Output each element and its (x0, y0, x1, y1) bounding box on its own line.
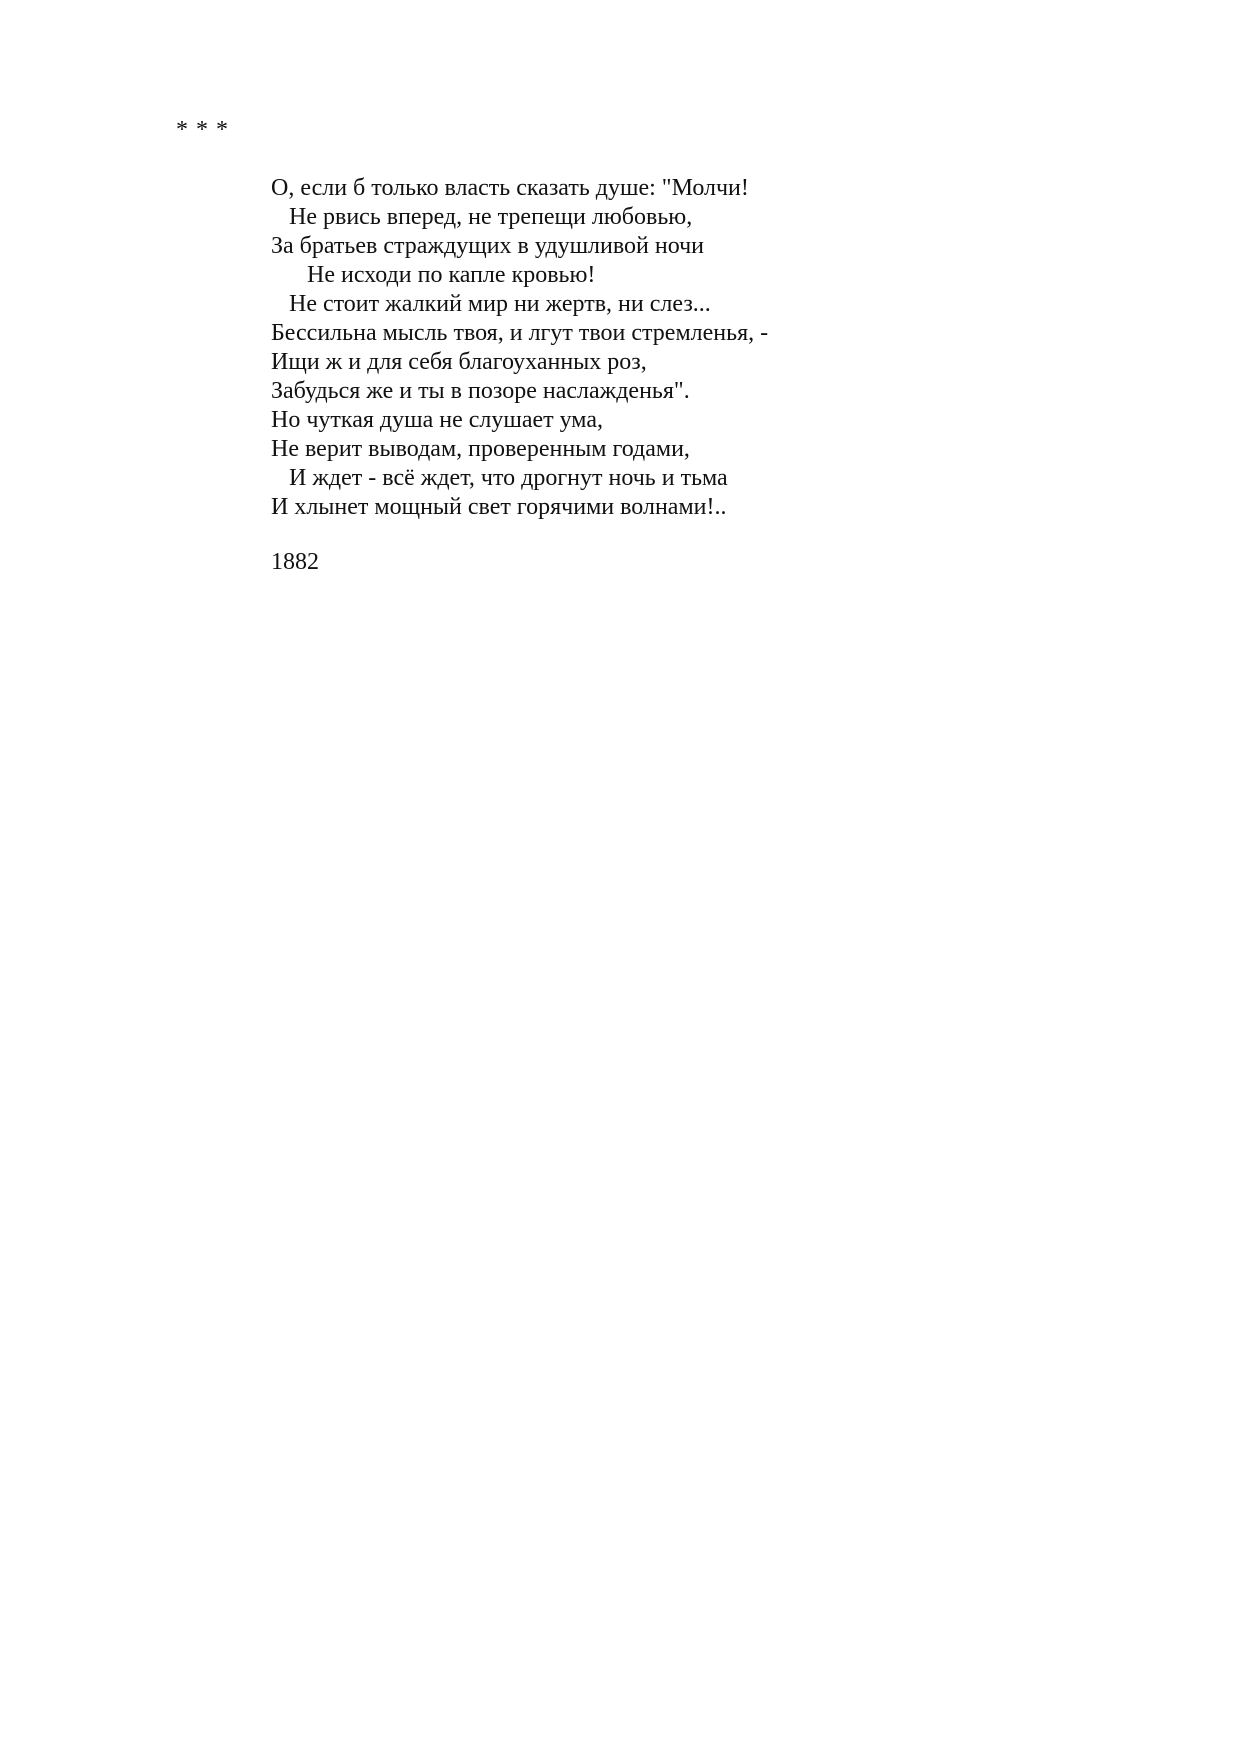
poem-line: Ищи ж и для себя благоуханных роз, (271, 349, 647, 375)
poem-body (271, 174, 768, 522)
poem-line: О, если б только власть сказать душе: "Молчи! (271, 175, 749, 201)
poem-line: Не стоит жалкий мир ни жертв, ни слез... (271, 291, 711, 317)
poem-line: Не исходи по капле кровью! (271, 262, 596, 288)
poem-line: И ждет - всё ждет, что дрогнут ночь и тьма (271, 465, 728, 491)
poem-line: Не верит выводам, проверенным годами, (271, 436, 690, 462)
poem-line: Бессильна мысль твоя, и лгут твои стремленья, - (271, 320, 769, 346)
poem-year: 1882 (271, 549, 319, 575)
poem-line: За братьев страждущих в удушливой ночи (271, 233, 705, 259)
poem-line: И хлынет мощный свет горячими волнами!.. (271, 494, 727, 520)
section-separator: * * * (176, 117, 229, 143)
poem-line: Не рвись вперед, не трепещи любовью, (271, 204, 693, 230)
poem-line: Забудься же и ты в позоре наслажденья". (271, 378, 690, 404)
poem-line: Но чуткая душа не слушает ума, (271, 407, 603, 433)
